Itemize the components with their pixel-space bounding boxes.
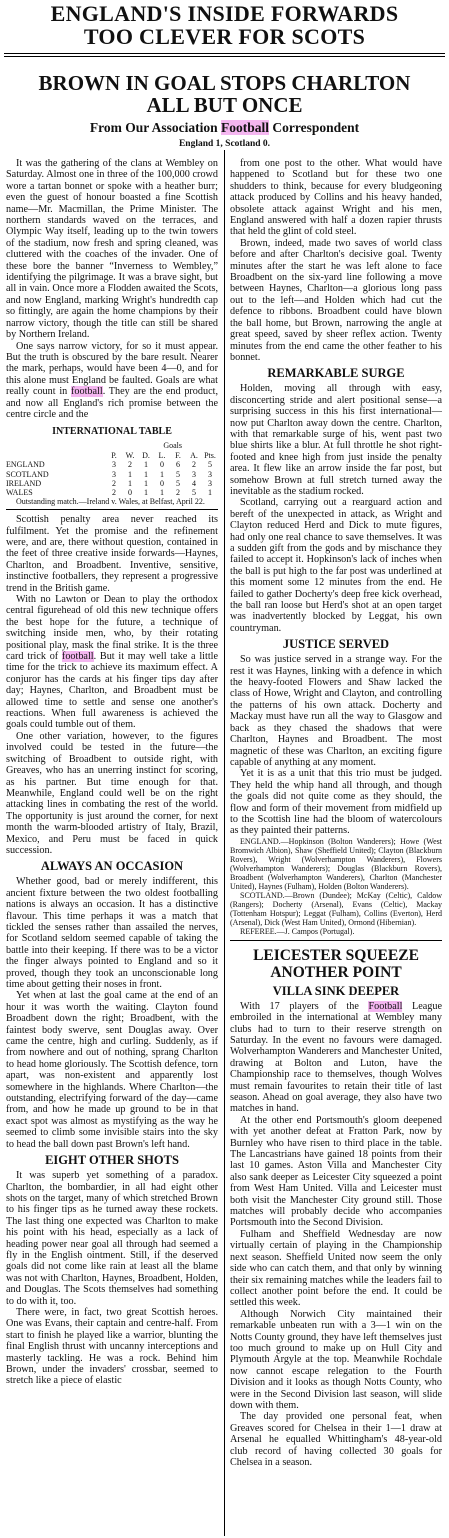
table-cell: 3 xyxy=(112,469,116,479)
section-rule xyxy=(230,940,442,941)
right-paragraph-4: Scotland, carrying out a rearguard action and bereft of the unexpected in attack, as Wright and Clayton reduced Herd and Dick to mute figures, had only one real chance to save themselves. It was a sudden gift from the gods and by mischance they failed to accept it. Hopkinson's lack of inches when the ball is put high to the far post was underlined at this moment some 12 minutes from the end. He failed to gather Docherty's deep free kick overhead, the ball ran loose but Herd's shot at an open target was inadvertently blocked by Leggat, his own countryman. xyxy=(230,497,442,634)
table-cell: 1 xyxy=(160,469,164,479)
table-cell: 5 xyxy=(176,478,180,488)
match-score: England 1, Scotland 0. xyxy=(178,139,271,149)
right-paragraph-11: The day provided one personal feat, when Greaves scored for Chelsea in their 1—1 draw at Arsenal he equalled Whittingham's 48-year-old club record of having collected 30 goals for Chelsea in a season. xyxy=(230,1411,442,1468)
table-header: L. xyxy=(158,451,166,461)
table-cell: 3 xyxy=(192,469,196,479)
table-row xyxy=(6,470,218,479)
table-cell: 5 xyxy=(208,460,212,470)
right-paragraph-8: At the other end Portsmouth's gloom deepened with yet another defeat at Fratton Park, now by Burnley who have risen to third place in the table. The Lancastrians have gained 18 points from their last 10 games. Aston Villa and Manchester City also sank deeper as Leicester City squeezed a point from West Ham United. Villa and Leicester must both visit the Manchester City ground still. Those matches will probably decide who accompanies Portsmouth into the Second Division. xyxy=(230,1114,442,1229)
table-cell: 0 xyxy=(128,487,132,497)
subhead-villa-sink-deeper: VILLA SINK DEEPER xyxy=(272,983,400,998)
right-paragraph-7 xyxy=(230,1001,442,1115)
table-cell: 1 xyxy=(144,478,148,488)
highlight-football-1: football xyxy=(71,386,103,398)
table-cell: WALES xyxy=(6,487,33,497)
top-headline xyxy=(0,2,449,48)
table-header: W. xyxy=(125,451,135,461)
subhead-justice-served: JUSTICE SERVED xyxy=(282,637,390,652)
right-column xyxy=(230,158,442,1536)
highlight-football-3: Football xyxy=(368,1000,403,1012)
table-header: P. xyxy=(111,451,117,461)
column-divider xyxy=(224,150,225,1536)
subhead-always-an-occasion: ALWAYS AN OCCASION xyxy=(40,859,184,874)
table-cell: 3 xyxy=(208,469,212,479)
table-cell: 1 xyxy=(128,469,132,479)
table-header: F. xyxy=(175,451,181,461)
table-cell: 4 xyxy=(192,478,196,488)
byline xyxy=(0,120,449,136)
table-cell: 3 xyxy=(208,478,212,488)
right-paragraph-1: from one post to the other. What would have happened to Scotland but for these two one shudders to think, because for every bludgeoning attack produced by Collins and his heavy handed, obsolete attack against Wright and his men, England answered with half a dozen rapier thrusts that held the glint of cold steel. xyxy=(230,158,442,238)
left-paragraph-2-b: . They are the end product, and now all England's rich promise between the centre circle and the xyxy=(6,386,218,420)
right-paragraph-7-b: League embroiled in the international at Wembley many clubs had to turn to their reserve strength on Saturday. In the event no favours were damaged. Wolverhampton Wanderers and Manchester United, drawing at Bolton and Luton, have the Championship race to themselves, though Wolves must remain favourites to retain their title of last season. Ahead on goal average, they also have two matches in hand. xyxy=(230,1000,442,1115)
main-headline-line-1: BROWN IN GOAL STOPS CHARLTON xyxy=(38,71,411,95)
table-header-row xyxy=(6,451,218,460)
left-paragraph-2 xyxy=(6,341,218,421)
left-paragraph-8: It was superb yet something of a paradox. Charlton, the bombardier, in all had eight other shots on the target, many of which stretched Brown to his finger tips as he turned away these rockets. The last thing one expected was Charlton to make his point with his head, especially as a lack of heading power near goal all through had seemed a fly in the English ointment. Still, if the deserved goals did not come like rain at least all the blame was not with Charlton, Haynes, Broadbent, Holden, and Douglas. The Scots themselves had something to do with it, too. xyxy=(6,1170,218,1307)
table-header: Pts. xyxy=(204,451,216,461)
table-cell: 1 xyxy=(208,487,212,497)
table-cell: 2 xyxy=(176,487,180,497)
table-cell: 1 xyxy=(128,478,132,488)
subhead-eight-other-shots: EIGHT OTHER SHOTS xyxy=(45,1153,179,1168)
left-paragraph-4 xyxy=(6,594,218,731)
byline-highlight: Football xyxy=(220,120,269,135)
byline-pre: From Our Association xyxy=(89,120,221,135)
table-cell: 0 xyxy=(160,478,164,488)
main-headline-line-2: ALL BUT ONCE xyxy=(146,93,303,117)
table-cell: 2 xyxy=(192,460,196,470)
table-cell: 2 xyxy=(112,478,116,488)
table-cell: ENGLAND xyxy=(6,460,45,470)
table-cell: 3 xyxy=(112,460,116,470)
headline-rule-thick xyxy=(4,53,445,54)
right-paragraph-3: Holden, moving all through with easy, disconcerting stride and alert positional sense—a surprising success in this his first international—now put Charlton away down the centre. Charlton, with that remarkable surge of his, went past two blue shirts like a blur. At full throttle he shot right-footed and knee high from just inside the penalty area. It flew like an arrow inside the far post, but somehow Brown at full stretch turned away the inevitable as the stadium rocked. xyxy=(230,383,442,497)
table-cell: 1 xyxy=(144,469,148,479)
left-paragraph-1: It was the gathering of the clans at Wembley on Saturday. Almost one in three of the 100,000 crowd wore a tartan bonnet or spoke with a heather burr; even the guest of honour boasted a fine Scottish name—Mr. Macmillan, the Prime Minister. The northern standards waved on the terraces, and Olympic Way itself, leading up to the twin towers of the stadium, now fresh and spring cleaned, was cluttered with the coaches of the invader. One of these bore the banner “Inverness to Wembley,” identifying the pilgrimage. It was a brave sight, but all in vain. Once more a Flodden awaited the Scots, and now England, marking Wright's hundredth cap so fittingly, are again the home champions by their narrow victory, though the title can still be shared by Northern Ireland. xyxy=(6,158,218,341)
table-grid xyxy=(6,451,218,497)
table-row xyxy=(6,488,218,497)
leicester-headline-line-2: ANOTHER POINT xyxy=(270,963,402,981)
table-cell: 2 xyxy=(128,460,132,470)
table-row xyxy=(6,479,218,488)
right-paragraph-5: So was justice served in a strange way. For the rest it was Haynes, linking with a defence in which the heavy-footed Flowers and Shaw lacked the class of Howe, Wright and Clayton, and controlling the patterns of his own attack. Docherty and Mackay must have run all the way to Glasgow and back as they chased the shadows that were Charlton, Haynes and Broadbent. The most magnetic of these was Charlton, an exciting figure capable of anything at any moment. xyxy=(230,654,442,768)
headline-rule-thin xyxy=(4,56,445,57)
table-cell: SCOTLAND xyxy=(6,469,49,479)
leicester-headline-line-1: LEICESTER SQUEEZE xyxy=(253,946,419,964)
teams-referee: REFEREE.—J. Campos (Portugal). xyxy=(240,926,355,936)
table-cell: 1 xyxy=(160,487,164,497)
leicester-headline xyxy=(230,947,442,981)
left-paragraph-7: Yet when at last the goal came at the end of an hour it was worth the waiting. Clayton found Broadbent down the right; Broadbent, with the faintest body swerve, sent Douglas away. Over came the centre, high and curling. Suddenly, as if from nowhere and out of nothing, sprang Charlton to head home gloriously. The Scottish defence, torn apart, was non-existent and apparently lost somewhere in the highlands. Where Charlton—the outstanding, electrifying forward of the day—came from, and how he made up ground to be in that exact spot was almost as mystifying as the way he seemed to climb some invisible stairs into the sky to head the ball down past Brown's left hand. xyxy=(6,990,218,1150)
table-goals-label: Goals xyxy=(163,440,182,450)
main-headline xyxy=(0,72,449,116)
left-paragraph-4-a: With no Lawton or Dean to play the orthodox central figurehead of old this new technique offers the best hope for the future, a technique of switching inside men, who, by their rotating positional play, mask the final strike. It is the three card trick of xyxy=(6,594,218,663)
international-table xyxy=(6,426,218,510)
subhead-remarkable-surge: REMARKABLE SURGE xyxy=(267,366,405,381)
byline-post: Correspondent xyxy=(269,120,360,135)
right-paragraph-2: Brown, indeed, made two saves of world class before and after Charlton's decisive goal. Twenty minutes after the start he was left alone to face Broadbent on the six-yard line following a move between Haynes, Charlton—a glorious long pass out to the left—and Holden which had cut the defence to ribbons. Broadbent could have blown the ball home, but Brown, narrowing the angle at great speed, saved by sheer reflex action. Twenty minutes from the end came the other feather to his bonnet. xyxy=(230,237,442,363)
table-cell: 5 xyxy=(192,487,196,497)
left-paragraph-6: Whether good, bad or merely indifferent, this ancient fixture between the two oldest footballing nations is always an occasion. It has a distinctive flavour. This time perhaps it was a match that tickled the senses rather than assailed the nerves, for Scotland seldom seemed capable of taking the battle into their keeping. If there was to be a victor the finger always pointed to England and so it proved, though they took an unconscionable long time about getting their noses in front. xyxy=(6,876,218,991)
left-paragraph-5: One other variation, however, to the figures involved could be tested in the future—the switching of Broadbent to outside right, with Greaves, who has an unerring instinct for scoring, as his partner. But time enough for that. Meanwhile, England could well be on the right attacking lines in combating the rest of the world. The opportunity is just around the corner, for next month the warm-blooded artistry of Italy, Brazil, Mexico, and Peru must be faced in quick succession. xyxy=(6,730,218,856)
table-title: INTERNATIONAL TABLE xyxy=(52,426,172,438)
table-header: D. xyxy=(142,451,150,461)
left-paragraph-3: Scottish penalty area never reached its fulfilment. Yet the promise and the refinement were, and are, there without question, contained in the feet of three creative inside forwards—Haynes, Charlton, and Broadbent. Inventive, sensitive, instinctive footballers, they represent a progressive trend in the British game. xyxy=(6,514,218,594)
table-cell: IRELAND xyxy=(6,478,42,488)
left-column xyxy=(6,158,218,1536)
left-paragraph-9: There were, in fact, two great Scottish heroes. One was Evans, their captain and centre-half. From start to finish he played like a warrior, blunting the final English thrust with uncanny interceptions and masterly tackling. He was a rock. Behind him Brown, under the invaders' crossbar, seemed to stretch like a piece of elastic xyxy=(6,1306,218,1387)
table-cell: 1 xyxy=(144,460,148,470)
table-cell: 6 xyxy=(176,460,180,470)
highlight-football-2: football xyxy=(61,651,94,663)
table-row xyxy=(6,460,218,469)
table-header: A. xyxy=(190,451,198,461)
right-paragraph-9: Fulham and Sheffield Wednesday are now virtually certain of playing in the Championship next season. Sheffield United now seem the only side who can catch them, and that only by winning their six remaining matches while the leaders fail to collect another point before the end. It could be settled this week. xyxy=(230,1228,442,1309)
table-note: Outstanding match.—Ireland v. Wales, at Belfast, April 22. xyxy=(16,497,205,507)
teams-england: ENGLAND.—Hopkinson (Bolton Wanderers); Howe (West Bromwich Albion), Shaw (Sheffield United); Clayton (Blackburn Rovers), Wright (Wolverhampton Wanderers), Flowers (Wolverhampton Wanderers); Douglas (Blackburn Rovers), Broadbent (Wolverhampton Wanderers), Charlton (Manchester United), Haynes (Fulham), Holden (Bolton Wanderers). xyxy=(230,836,442,891)
teams-scotland: SCOTLAND.—Brown (Dundee); McKay (Celtic), Caldow (Rangers); Docherty (Arsenal), Evans (Celtic), Mackay (Tottenham Hotspur); Leggat (Fulham), Collins (Everton), Herd (Arsenal), Dick (West Ham United), Ormond (Hibernian). xyxy=(230,890,442,927)
right-paragraph-6: Yet it is as a unit that this trio must be judged. They held the whip hand all through, and though the goals did not quite come as they should, the flow and form of their movement from midfield up to the Scottish line had the bloom of watercolours as they painted their patterns. xyxy=(230,768,442,837)
table-header xyxy=(6,451,106,460)
top-headline-line-1: ENGLAND'S INSIDE FORWARDS xyxy=(50,1,399,26)
left-paragraph-2-a: One says narrow victory, for so it must appear. But the truth is obscured by the bare result. Nearer the mark, perhaps, would have been 4—0, and for this alone must England be faulted. Goals are what really count in xyxy=(6,340,218,398)
table-cell: 0 xyxy=(160,460,164,470)
right-paragraph-10: Although Norwich City maintained their remarkable unbeaten run with a 3—1 win on the Notts County ground, they have left themselves just too much ground to make up on Hull City and Plymouth Argyle at the top. Meanwhile Rochdale now cannot escape relegation to the Fourth Division and it looks as though Notts County, who were in the Second Division last season, will slide down with them. xyxy=(230,1308,442,1411)
table-cell: 5 xyxy=(176,469,180,479)
top-headline-line-2: TOO CLEVER FOR SCOTS xyxy=(83,24,366,49)
right-paragraph-7-a: With 17 players of the xyxy=(240,1000,369,1012)
left-paragraph-4-b: . But it may well take a little time for the trick to achieve its maximum effect. A conjuror has the cards at his finger tips day after day; Haynes, Charlton, and Broadbent must be allowed time to settle and sense one another's reactions. When full awareness is achieved the goals could tumble out of them. xyxy=(6,651,218,731)
table-cell: 1 xyxy=(144,487,148,497)
table-cell: 2 xyxy=(112,487,116,497)
